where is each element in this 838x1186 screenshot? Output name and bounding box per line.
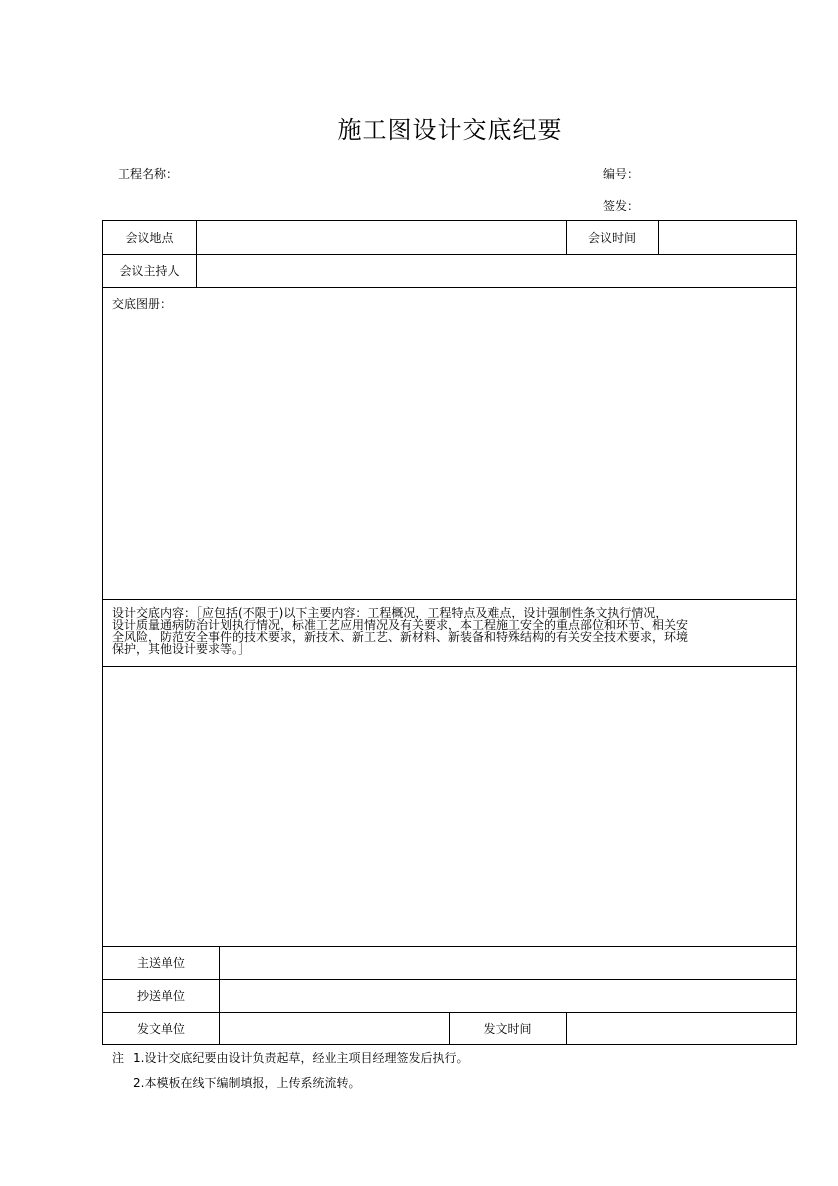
meeting-form-table [102, 220, 797, 1045]
content-label-line-4: 保护，其他设计要求等。］ [112, 642, 251, 656]
issue-time-field[interactable] [567, 1013, 796, 1044]
main-recipient-label: 主送单位 [136, 956, 185, 970]
row-divider [103, 666, 796, 667]
issuer-field[interactable] [220, 1013, 448, 1044]
content-label-line-1: 设计交底内容：［应包括(不限于)以下主要内容：工程概况，工程特点及难点，设计强制性条文执行情况， [112, 606, 668, 620]
meeting-time-label: 会议时间 [587, 231, 636, 245]
issue-label: 签发： [603, 199, 640, 213]
meeting-location-label: 会议地点 [125, 231, 174, 245]
cc-label: 抄送单位 [136, 989, 185, 1003]
content-label-line-2: 设计质量通病防治计划执行情况，标准工艺应用情况及有关要求，本工程施工安全的重点部位和环节、相关安 [112, 618, 689, 632]
meeting-host-field[interactable] [197, 255, 796, 286]
drawings-label: 交底图册： [112, 297, 173, 311]
cc-field[interactable] [220, 980, 796, 1011]
number-label: 编号： [603, 167, 640, 181]
meeting-location-field[interactable] [197, 222, 565, 253]
content-label-line-3: 全风险，防范安全事件的技术要求，新技术、新工艺、新材料、新装备和特殊结构的有关安全技术要求，环境 [112, 630, 689, 644]
issue-time-label: 发文时间 [483, 1022, 532, 1036]
main-recipient-field[interactable] [220, 947, 796, 978]
row-divider [103, 287, 796, 288]
content-field[interactable] [104, 668, 795, 944]
page-title: 施工图设计交底纪要 [337, 116, 563, 144]
note-item-1: 1.设计交底纪要由设计负责起草，经业主项目经理签发后执行。 [133, 1051, 469, 1065]
meeting-host-label: 会议主持人 [119, 264, 180, 278]
notes-prefix: 注 [112, 1051, 125, 1065]
issuer-label: 发文单位 [136, 1022, 185, 1036]
drawings-field[interactable] [104, 316, 795, 596]
note-item-2: 2.本模板在线下编制填报，上传系统流转。 [133, 1076, 361, 1090]
project-name-label: 工程名称： [118, 167, 179, 181]
meeting-time-field[interactable] [659, 222, 796, 253]
row-divider [103, 599, 796, 600]
